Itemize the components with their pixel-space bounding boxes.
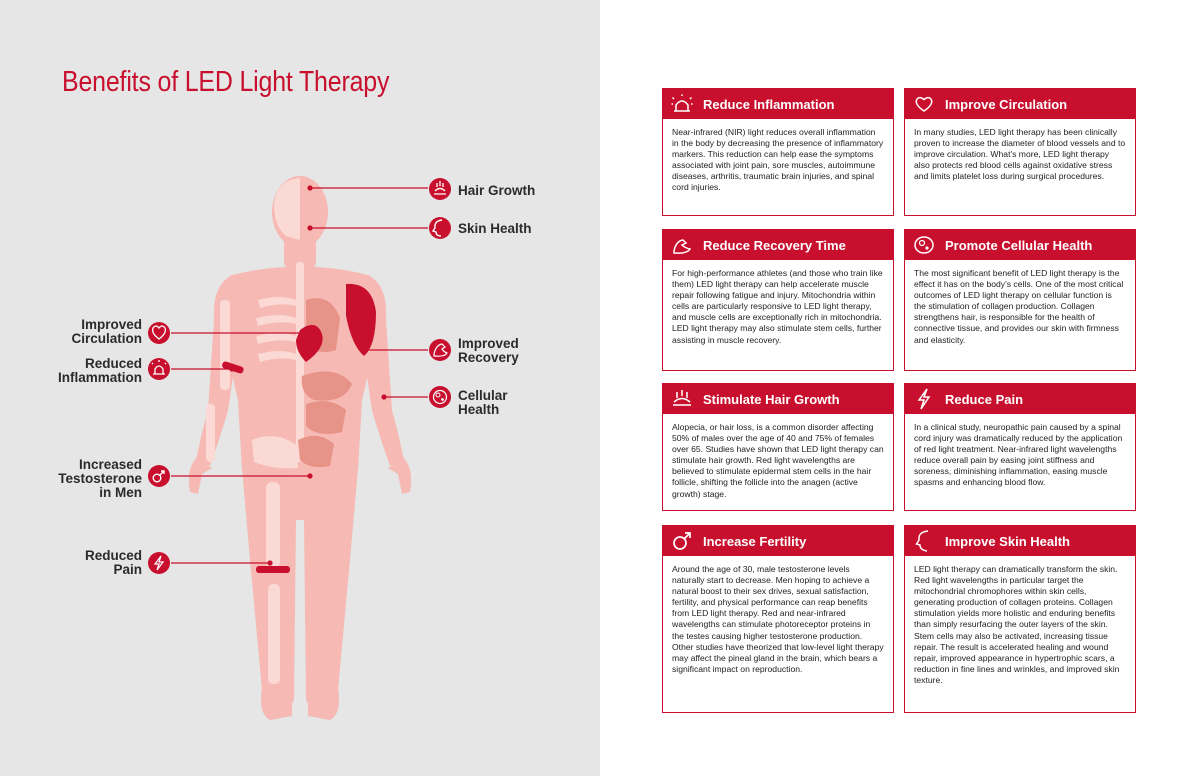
callout-line: in Men: [99, 485, 142, 500]
card-header: [663, 384, 893, 414]
callout-line: Cellular: [458, 388, 508, 403]
card-title: Reduce Recovery Time: [703, 237, 846, 253]
heart-icon: [905, 89, 943, 119]
callout-improved-recovery: [458, 337, 519, 365]
card-title: Increase Fertility: [703, 533, 807, 549]
face-profile-icon: [429, 217, 451, 239]
benefits-cards-panel: [600, 0, 1200, 776]
card-improve-circulation: [904, 88, 1136, 216]
male-symbol-icon: [663, 526, 701, 556]
callout-skin-health: Skin Health: [458, 221, 532, 236]
card-reduce-recovery-time: [662, 229, 894, 371]
card-header: [663, 526, 893, 556]
card-title: Improve Circulation: [945, 96, 1068, 112]
card-header: [905, 89, 1135, 119]
knee-band: [256, 566, 290, 573]
cell-icon: [429, 386, 451, 408]
card-text: Around the age of 30, male testosterone levels naturally start to decrease. Men hoping to achieve a natural boost to their sex drives, sexual satisfaction, fertility, and physical performance can reap benefits from LED light therapy. Red and near-infrared wavelengths can stimulate photoreceptor proteins in the testes causing higher testosterone production. Other studies have theorized that low-level light therapy may affect the pineal gland in the brain, which bears a significant impact on reproduction.: [672, 564, 884, 674]
hair-follicle-icon: [663, 384, 701, 414]
card-reduce-pain: [904, 383, 1136, 511]
card-text: In a clinical study, neuropathic pain caused by a spinal cord injury was dramatically reduced by the application of red light treatment. Near-infrared light wavelengths reduce overall pain by easing joint stiffness and soreness, diminishing inflammation, easing muscle spasms and enhancing blood flow.: [914, 422, 1123, 488]
cell-icon: [905, 230, 943, 260]
callout-reduced-pain: [85, 549, 142, 577]
card-header: [663, 89, 893, 119]
callout-line: Pain: [113, 562, 142, 577]
page-title: Benefits of LED Light Therapy: [62, 66, 390, 98]
card-improve-skin-health: [904, 525, 1136, 713]
card-text: The most significant benefit of LED light therapy is the effect it has on the body's cells. One of the most critical outcomes of LED light therapy on cellular function is the stimulation of collagen production. Collagen strengthens hair, is responsible for the health of connective tissue, and provides our skin with firmness and elasticity.: [914, 268, 1124, 345]
card-text: LED light therapy can dramatically transform the skin. Red light wavelengths in particular target the mitochondrial chromophores within skin cells, generating production of collagen proteins. Collagen stimulation yields more holistic and enduring benefits than simply resurfacing the outer layers of the skin. Stem cells may also be activated, increasing tissue repair. The result is accelerated healing and wound repair, improved appearance in hypertrophic scars, a reduction in fine lines and wrinkles, and improved skin texture.: [914, 564, 1120, 685]
card-header: [905, 384, 1135, 414]
callout-line: Testosterone: [58, 471, 142, 486]
face-profile-icon: [905, 526, 943, 556]
callout-line: Recovery: [458, 350, 519, 365]
card-increase-fertility: [662, 525, 894, 713]
card-header: [663, 230, 893, 260]
callout-increased-testosterone: [58, 458, 142, 500]
callout-line: Increased: [78, 457, 142, 472]
card-title: Reduce Inflammation: [703, 96, 835, 112]
flexed-arm-icon: [663, 230, 701, 260]
callout-line: Reduced: [84, 356, 142, 371]
callout-improved-circulation: [71, 318, 142, 346]
card-header: [905, 526, 1135, 556]
lightning-icon: [148, 552, 170, 574]
card-stimulate-hair-growth: [662, 383, 894, 511]
callout-line: Circulation: [71, 331, 142, 346]
callout-cellular-health: [458, 389, 508, 417]
callout-line: Inflammation: [57, 370, 142, 385]
card-title: Reduce Pain: [945, 391, 1024, 407]
card-title: Improve Skin Health: [945, 533, 1070, 549]
hair-follicle-icon: [429, 178, 451, 200]
siren-icon: [663, 89, 701, 119]
heart-icon: [148, 322, 170, 344]
callout-reduced-inflammation: [58, 357, 142, 385]
card-title: Stimulate Hair Growth: [703, 391, 840, 407]
siren-icon: [148, 358, 170, 380]
callout-line: Health: [458, 402, 500, 417]
callout-hair-growth: Hair Growth: [458, 183, 536, 198]
card-text: Near-infrared (NIR) light reduces overall inflammation in the body by decreasing the presence of inflammatory markers. This reduction can help ease the symptoms associated with joint pain, sore muscles, autoimmune diseases, arthritis, traumatic brain injuries, and spinal cord injuries.: [672, 127, 884, 193]
card-text: In many studies, LED light therapy has been clinically proven to increase the diameter of blood vessels and to improve circulation. What's more, LED light therapy also protects red blood cells against oxidative stress and limits platelet loss during surgical procedures.: [914, 127, 1126, 182]
male-symbol-icon: [148, 465, 170, 487]
card-title: Promote Cellular Health: [945, 237, 1093, 253]
card-text: Alopecia, or hair loss, is a common disorder affecting 50% of males over the age of 40 and 75% of females over 65. Studies have shown that LED light therapy can stimulate hair growth. Red light wavelengths are believed to stimulate epidermal stem cells in the hair follicle, shifting the follicle into the anagen (active growth) stage.: [672, 422, 884, 499]
card-promote-cellular-health: [904, 229, 1136, 371]
flexed-arm-icon: [429, 339, 451, 361]
card-reduce-inflammation: [662, 88, 894, 216]
card-text: For high-performance athletes (and those who train like them) LED light therapy can help accelerate muscle repair following fatigue and injury. Mitochondria within cells are particularly responsive to LED light therapy, and muscle cells are exceptionally rich in mitochondria. LED light therapy may also stimulate stem cells, further assisting in muscle recovery.: [672, 268, 883, 345]
card-header: [905, 230, 1135, 260]
callout-line: Improved: [81, 317, 142, 332]
lightning-icon: [905, 384, 943, 414]
callout-line: Improved: [458, 336, 519, 351]
callout-line: Reduced: [84, 548, 142, 563]
